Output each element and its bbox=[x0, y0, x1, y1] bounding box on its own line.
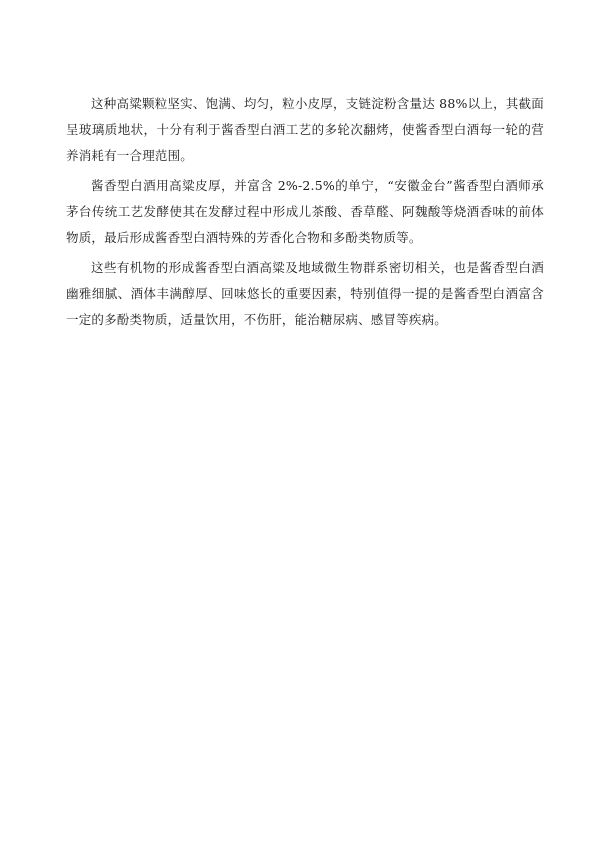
document-body bbox=[66, 91, 544, 337]
paragraph-2: 酱香型白酒用高粱皮厚，并富含 2%-2.5%的单宁，“安徽金台”酱香型白酒师承茅台传统工艺发酵使其在发酵过程中形成儿茶酸、香草醛、阿魏酸等烧酒香味的前体物质，最后形成酱香型白酒特殊的芳香化合物和多酚类物质等。 bbox=[66, 178, 544, 245]
paragraph-3: 这些有机物的形成酱香型白酒高粱及地域微生物群系密切相关，也是酱香型白酒幽雅细腻、酒体丰满醇厚、回味悠长的重要因素，特别值得一提的是酱香型白酒富含一定的多酚类物质，适量饮用，不伤肝，能治糖尿病、感冒等疾病。 bbox=[66, 260, 544, 327]
paragraph-1: 这种高粱颗粒坚实、饱满、均匀，粒小皮厚，支链淀粉含量达 88%以上，其截面呈玻璃质地状，十分有利于酱香型白酒工艺的多轮次翻烤，使酱香型白酒每一轮的营养消耗有一合理范围。 bbox=[66, 96, 544, 163]
